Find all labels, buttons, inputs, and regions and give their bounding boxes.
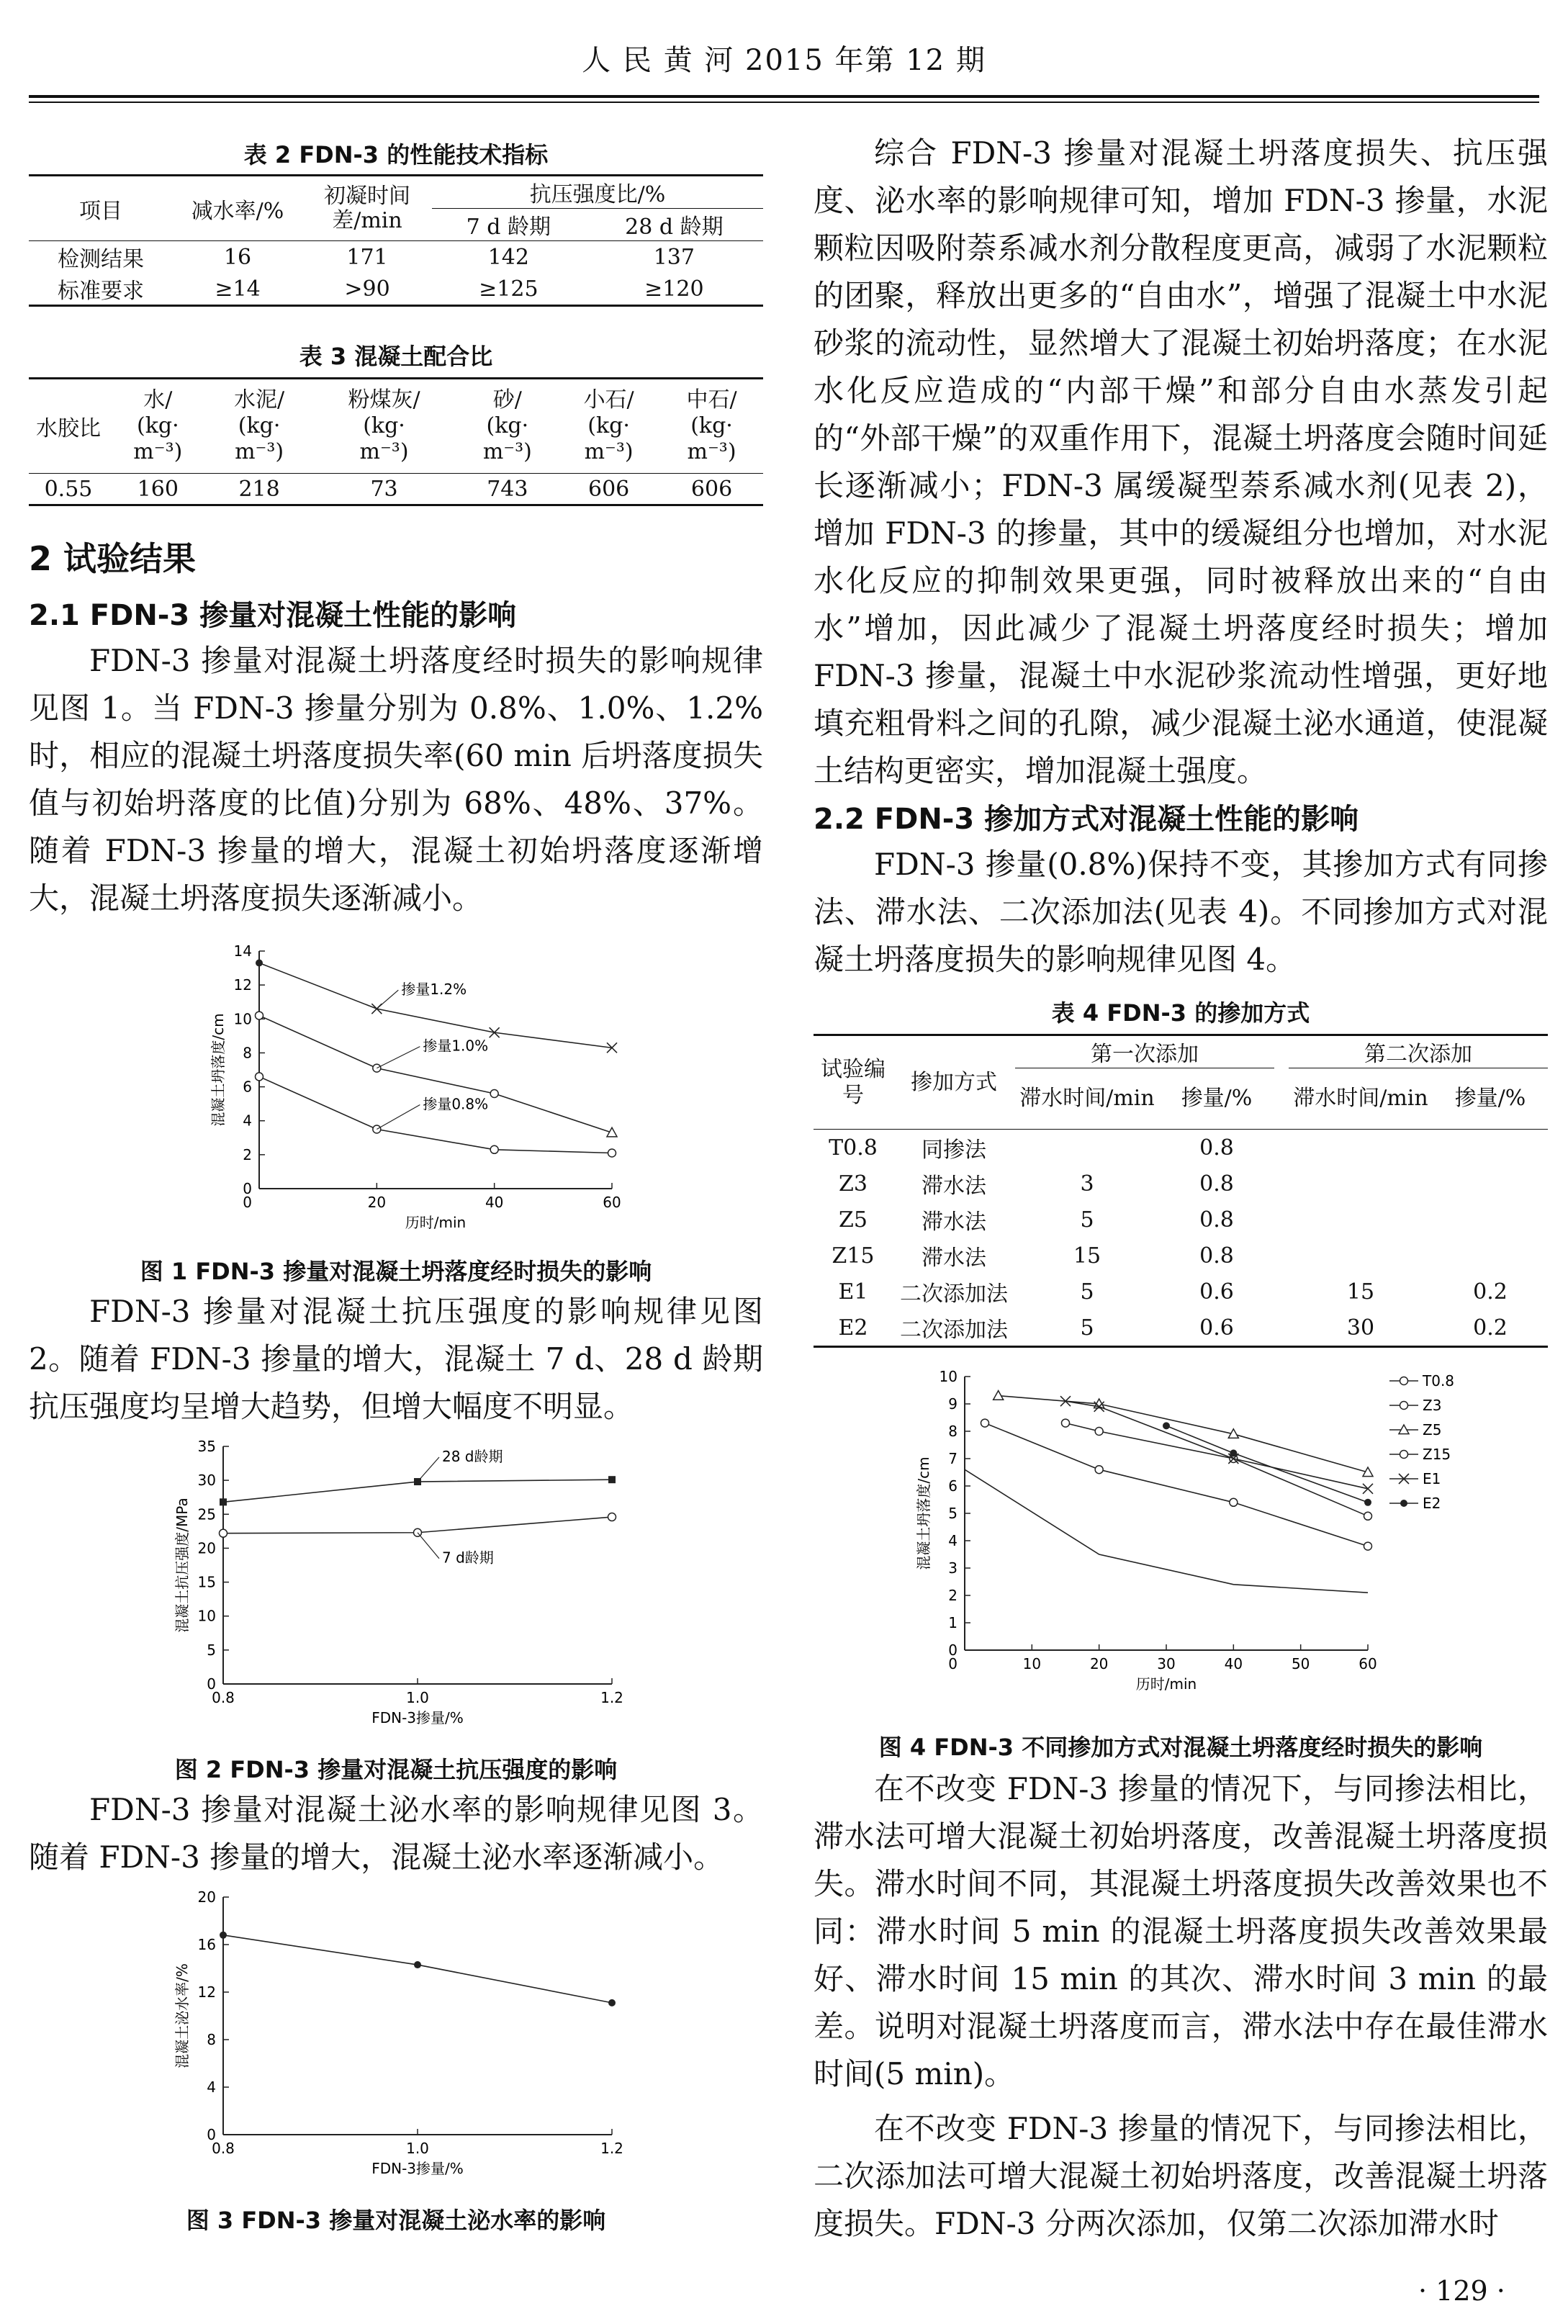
paragraph: 综合 FDN-3 掺量对混凝土坍落度损失、抗压强度、泌水率的影响规律可知，增加 FDN-3 掺量，水泥颗粒因吸附萘系减水剂分散程度更高，减弱了水泥颗粒的团聚，释放出更多的“自由水”，增强了混凝土中水泥砂浆的流动性，显然增大了混凝土初始坍落度；在水泥水化反应造成的“内部干燥”和部分自由水蒸发引起的“外部干燥”的双重作用下，混凝土坍落度会随时间延长逐渐减小；FDN-3 属缓凝型萘系减水剂(见表 2)，增加 FDN-3 的掺量，其中的缓凝组分也增加，对水泥水化反应的抑制效果更强，同时被释放出来的“自由水”增加，因此减少了混凝土坍落度经时损失；增加 FDN-3 掺量，混凝土中水泥砂浆流动性增强，更好地填充粗骨料之间的孔隙，减少混凝土泌水通道，使混凝土结构更密实，增加混凝土强度。	[814, 135, 1548, 788]
data-point	[490, 1090, 498, 1098]
table-cell: ≥14	[215, 276, 261, 302]
x-axis-label: FDN-3掺量/%	[371, 2160, 464, 2177]
y-tick-label: 35	[197, 1438, 216, 1455]
data-point	[607, 1127, 617, 1137]
y-axis-label: 混凝土坍落度/cm	[915, 1456, 932, 1570]
data-point	[608, 1999, 616, 2007]
y-tick-label: 5	[207, 1641, 216, 1659]
table2-header-28d: 28 d 龄期	[625, 215, 724, 240]
y-tick-label: 10	[197, 1607, 216, 1625]
y-tick-label: 0	[207, 1675, 216, 1693]
paragraph: 在不改变 FDN-3 掺量的情况下，与同掺法相比，二次添加法可增大混凝土初始坍落度，改善混凝土坍落度损失。FDN-3 分两次添加，仅第二次添加滞水时	[814, 2111, 1548, 2241]
data-point	[1364, 1512, 1372, 1520]
table3	[29, 377, 763, 506]
data-point	[1163, 1422, 1170, 1429]
table3-header-col: 中石/ (kg· m⁻³)	[686, 387, 737, 464]
x-tick-label: 60	[603, 1194, 621, 1211]
x-tick-label: 0	[243, 1194, 252, 1211]
x-tick-label: 40	[1224, 1655, 1243, 1672]
figure4-chart	[814, 1362, 1548, 1729]
header-rule-thin	[29, 102, 1539, 103]
figure3-caption: 图 3 FDN-3 掺量对混凝土泌水率的影响	[186, 2207, 606, 2234]
table3-caption: 表 3 混凝土配合比	[299, 343, 493, 370]
right-column	[814, 130, 1548, 2248]
data-point	[414, 1961, 421, 1968]
paragraph: FDN-3 掺量(0.8%)保持不变，其掺加方式有同掺法、滞水法、二次添加法(见表 4)。不同掺加方式对混凝土坍落度损失的影响规律见图 4。	[814, 847, 1548, 977]
table-cell: 标准要求	[58, 279, 144, 304]
y-tick-label: 20	[197, 1539, 216, 1557]
table-cell: ≥120	[644, 276, 704, 302]
x-tick-label: 20	[367, 1194, 387, 1211]
label-leader	[377, 1047, 420, 1068]
table-cell: 606	[690, 476, 733, 502]
data-point	[993, 1391, 1004, 1400]
label-leader	[377, 990, 398, 1009]
label-leader	[418, 1457, 439, 1482]
series-line	[1065, 1401, 1368, 1489]
table-cell: 171	[346, 244, 388, 270]
x-tick-label: 1.0	[406, 1689, 429, 1706]
y-tick-label: 12	[233, 976, 252, 994]
data-point	[1400, 1402, 1408, 1410]
y-tick-label: 20	[197, 1888, 216, 1906]
table3-header-col: 粉煤灰/ (kg· m⁻³)	[348, 387, 420, 464]
y-tick-label: 4	[207, 2078, 216, 2096]
legend-label: Z15	[1423, 1446, 1451, 1463]
table-row	[29, 474, 763, 505]
table-cell: >90	[344, 276, 390, 302]
table-cell: 137	[653, 244, 695, 270]
y-tick-label: 16	[197, 1936, 216, 1953]
data-point	[608, 1149, 616, 1157]
table-row: T0.8 同掺法 0.8	[829, 1135, 1234, 1163]
table2-header-comp: 抗压强度比/%	[432, 176, 763, 209]
y-tick-label: 10	[233, 1010, 252, 1028]
header-rule	[29, 95, 1539, 98]
data-point	[1364, 1542, 1372, 1550]
x-tick-label: 0.8	[212, 2140, 235, 2157]
y-tick-label: 4	[243, 1112, 252, 1130]
data-point	[220, 1529, 227, 1537]
y-tick-label: 30	[197, 1472, 216, 1490]
section-2-2-heading: 2.2 FDN-3 掺加方式对混凝土性能的影响	[814, 803, 1359, 836]
table2-header-water: 减水率/%	[191, 198, 284, 224]
table-row	[29, 241, 763, 274]
data-point	[256, 960, 263, 967]
table-cell: 142	[487, 244, 529, 270]
table3-header-ratio: 水胶比	[36, 416, 101, 441]
figure1-caption: 图 1 FDN-3 掺量对混凝土坍落度经时损失的影响	[140, 1258, 652, 1285]
table-cell: 606	[587, 476, 630, 502]
table4	[814, 1034, 1548, 1348]
table-cell: ≥125	[479, 276, 539, 302]
y-tick-label: 5	[948, 1505, 958, 1522]
x-axis-label: 历时/min	[405, 1214, 467, 1231]
figure4-caption: 图 4 FDN-3 不同掺加方式对混凝土坍落度经时损失的影响	[878, 1734, 1483, 1761]
x-axis-label: 历时/min	[1135, 1675, 1197, 1693]
data-point	[1095, 1428, 1103, 1436]
data-point	[608, 1513, 616, 1521]
data-point	[1400, 1451, 1408, 1459]
y-tick-label: 25	[197, 1505, 216, 1523]
data-point	[981, 1419, 989, 1427]
figure2-chart	[29, 1435, 763, 1752]
left-column	[29, 130, 763, 2237]
table3-header-col: 水/ (kg· m⁻³)	[133, 387, 183, 464]
table-cell: 743	[487, 476, 528, 502]
running-header	[0, 0, 1568, 108]
table2-header-item: 项目	[79, 198, 122, 224]
x-tick-label: 0.8	[212, 1689, 235, 1706]
y-tick-label: 14	[233, 942, 252, 960]
data-point	[1230, 1449, 1237, 1456]
series-line	[259, 963, 612, 1048]
table-cell: 检测结果	[58, 247, 144, 272]
data-point	[220, 1498, 227, 1505]
table-row: Z15 滞水法 15 0.8	[832, 1243, 1234, 1271]
y-tick-label: 0	[948, 1641, 958, 1659]
data-point	[1363, 1484, 1373, 1494]
table4-header-dose: 掺量/%	[1181, 1086, 1253, 1111]
table2-header-set: 初凝时间差/min	[324, 183, 410, 233]
table-cell: 160	[137, 476, 179, 502]
table2-header-7d: 7 d 龄期	[466, 215, 551, 240]
table-cell: 218	[238, 476, 280, 502]
paragraph: FDN-3 掺量对混凝土抗压强度的影响规律见图 2。随着 FDN-3 掺量的增大，混凝土 7 d、28 d 龄期抗压强度均呈增大趋势，但增大幅度不明显。	[29, 1294, 763, 1424]
y-axis-label: 混凝土泌水率/%	[174, 1963, 191, 2068]
table4-header-dose: 掺量/%	[1454, 1086, 1526, 1111]
series-label: 掺量1.0%	[423, 1037, 489, 1055]
y-tick-label: 8	[243, 1044, 252, 1062]
table4-header-second: 第二次添加	[1289, 1035, 1548, 1068]
table3-header-col: 小石/ (kg· m⁻³)	[583, 387, 634, 464]
y-tick-label: 6	[243, 1078, 252, 1096]
y-tick-label: 15	[197, 1573, 216, 1591]
data-point	[608, 1476, 616, 1483]
legend-label: Z3	[1423, 1397, 1442, 1414]
page-number: · 129 ·	[1418, 2275, 1505, 2307]
y-axis-label: 混凝土坍落度/cm	[209, 1013, 227, 1127]
data-point	[1364, 1499, 1371, 1506]
table4-header-first: 第一次添加	[1015, 1035, 1274, 1068]
x-tick-label: 10	[1022, 1655, 1042, 1672]
paragraph: 在不改变 FDN-3 掺量的情况下，与同掺法相比，滞水法可增大混凝土初始坍落度，改善混凝土坍落度损失。滞水时间不同，其混凝土坍落度损失改善效果也不同：滞水时间 5 min 的混凝土坍落度损失改善效果最好、滞水时间 15 min 的其次、滞水时间 3 min 的最差。说明对混凝土坍落度而言，滞水法中存在最佳滞水时间(5 min)。	[814, 1771, 1548, 2091]
series-line	[259, 1016, 612, 1133]
y-tick-label: 12	[197, 1983, 216, 2001]
series-line	[965, 1469, 1368, 1593]
y-axis-label: 混凝土抗压强度/MPa	[174, 1497, 191, 1633]
data-point	[1095, 1466, 1103, 1474]
figure3-chart	[29, 1886, 763, 2202]
legend-label: Z5	[1423, 1421, 1442, 1438]
y-tick-label: 2	[948, 1587, 958, 1604]
figure2-caption: 图 2 FDN-3 掺量对混凝土抗压强度的影响	[174, 1756, 618, 1783]
paragraph: FDN-3 掺量对混凝土泌水率的影响规律见图 3。随着 FDN-3 掺量的增大，混凝土泌水率逐渐减小。	[29, 1792, 763, 1875]
y-tick-label: 4	[948, 1532, 958, 1549]
table-row	[29, 273, 763, 306]
table-row: E2 二次添加法 5 0.6 30 0.2	[814, 1310, 1548, 1347]
paragraph: FDN-3 掺量对混凝土坍落度经时损失的影响规律见图 1。当 FDN-3 掺量分别为 0.8%、1.0%、1.2%时，相应的混凝土坍落度损失率(60 min 后坍落度损失值与初始坍落度的比值)分别为 68%、48%、37%。随着 FDN-3 掺量的增大，混凝土初始坍落度逐渐增大，混凝土坍落度损失逐渐减小。	[29, 643, 763, 916]
table4-header-time: 滞水时间/min	[1293, 1086, 1428, 1111]
table2-caption: 表 2 FDN-3 的性能技术指标	[243, 141, 549, 168]
table4-header-way: 掺加方式	[911, 1069, 997, 1095]
label-leader	[418, 1533, 439, 1559]
x-tick-label: 40	[485, 1194, 504, 1211]
data-point	[220, 1932, 227, 1939]
label-leader	[377, 1105, 420, 1130]
table-cell: 73	[370, 476, 398, 502]
data-point	[256, 1073, 263, 1081]
series-line	[1065, 1423, 1368, 1516]
table-row: Z3 滞水法 3 0.8	[839, 1171, 1234, 1199]
legend-label: E2	[1423, 1495, 1441, 1512]
data-point	[1230, 1498, 1238, 1506]
x-tick-label: 50	[1291, 1655, 1310, 1672]
x-tick-label: 1.2	[600, 2140, 623, 2157]
y-tick-label: 7	[948, 1450, 958, 1467]
y-tick-label: 1	[948, 1614, 958, 1631]
data-point	[490, 1145, 498, 1153]
table3-header-col: 砂/ (kg· m⁻³)	[482, 387, 532, 464]
y-tick-label: 9	[948, 1395, 958, 1413]
y-tick-label: 0	[207, 2126, 216, 2143]
y-tick-label: 3	[948, 1559, 958, 1577]
x-axis-label: FDN-3掺量/%	[371, 1709, 464, 1726]
table4-header-no: 试验编号	[821, 1056, 886, 1108]
figure1-chart	[29, 937, 763, 1253]
series-line	[223, 1935, 612, 2003]
x-tick-label: 1.0	[406, 2140, 429, 2157]
series-label: 掺量1.2%	[401, 981, 467, 999]
y-tick-label: 2	[243, 1145, 252, 1163]
x-tick-label: 0	[948, 1655, 958, 1672]
x-tick-label: 1.2	[600, 1689, 623, 1706]
journal-title: 人 民 黄 河 2015 年第 12 期	[582, 44, 986, 77]
x-tick-label: 20	[1089, 1655, 1109, 1672]
series-line	[985, 1423, 1368, 1546]
series-label: 掺量0.8%	[423, 1095, 489, 1113]
section-2-heading: 2 试验结果	[29, 539, 197, 578]
table-cell: 16	[223, 244, 252, 270]
y-tick-label: 10	[939, 1368, 958, 1385]
data-point	[256, 1012, 263, 1019]
section-2-1-heading: 2.1 FDN-3 掺量对混凝土性能的影响	[29, 599, 517, 632]
y-tick-label: 0	[243, 1180, 252, 1197]
table4-header-time: 滞水时间/min	[1019, 1086, 1155, 1111]
data-point	[1062, 1419, 1070, 1427]
x-tick-label: 30	[1157, 1655, 1176, 1672]
legend-label: T0.8	[1423, 1372, 1455, 1390]
data-point	[1400, 1500, 1407, 1507]
y-tick-label: 6	[948, 1477, 958, 1495]
series-label: 7 d龄期	[442, 1549, 494, 1567]
y-tick-label: 8	[948, 1423, 958, 1440]
series-label: 28 d龄期	[442, 1448, 503, 1466]
table4-caption: 表 4 FDN-3 的掺加方式	[1051, 999, 1310, 1027]
series-line	[999, 1396, 1368, 1472]
table-row: Z5 滞水法 5 0.8	[839, 1207, 1234, 1235]
x-tick-label: 60	[1359, 1655, 1377, 1672]
data-point	[1400, 1377, 1408, 1385]
table-row: E1 二次添加法 5 0.6 15 0.2	[838, 1279, 1508, 1307]
table3-header-col: 水泥/ (kg· m⁻³)	[234, 387, 285, 464]
legend-label: E1	[1423, 1470, 1441, 1487]
table2	[29, 174, 763, 307]
y-tick-label: 8	[207, 2031, 216, 2048]
table-cell: 0.55	[44, 476, 93, 502]
